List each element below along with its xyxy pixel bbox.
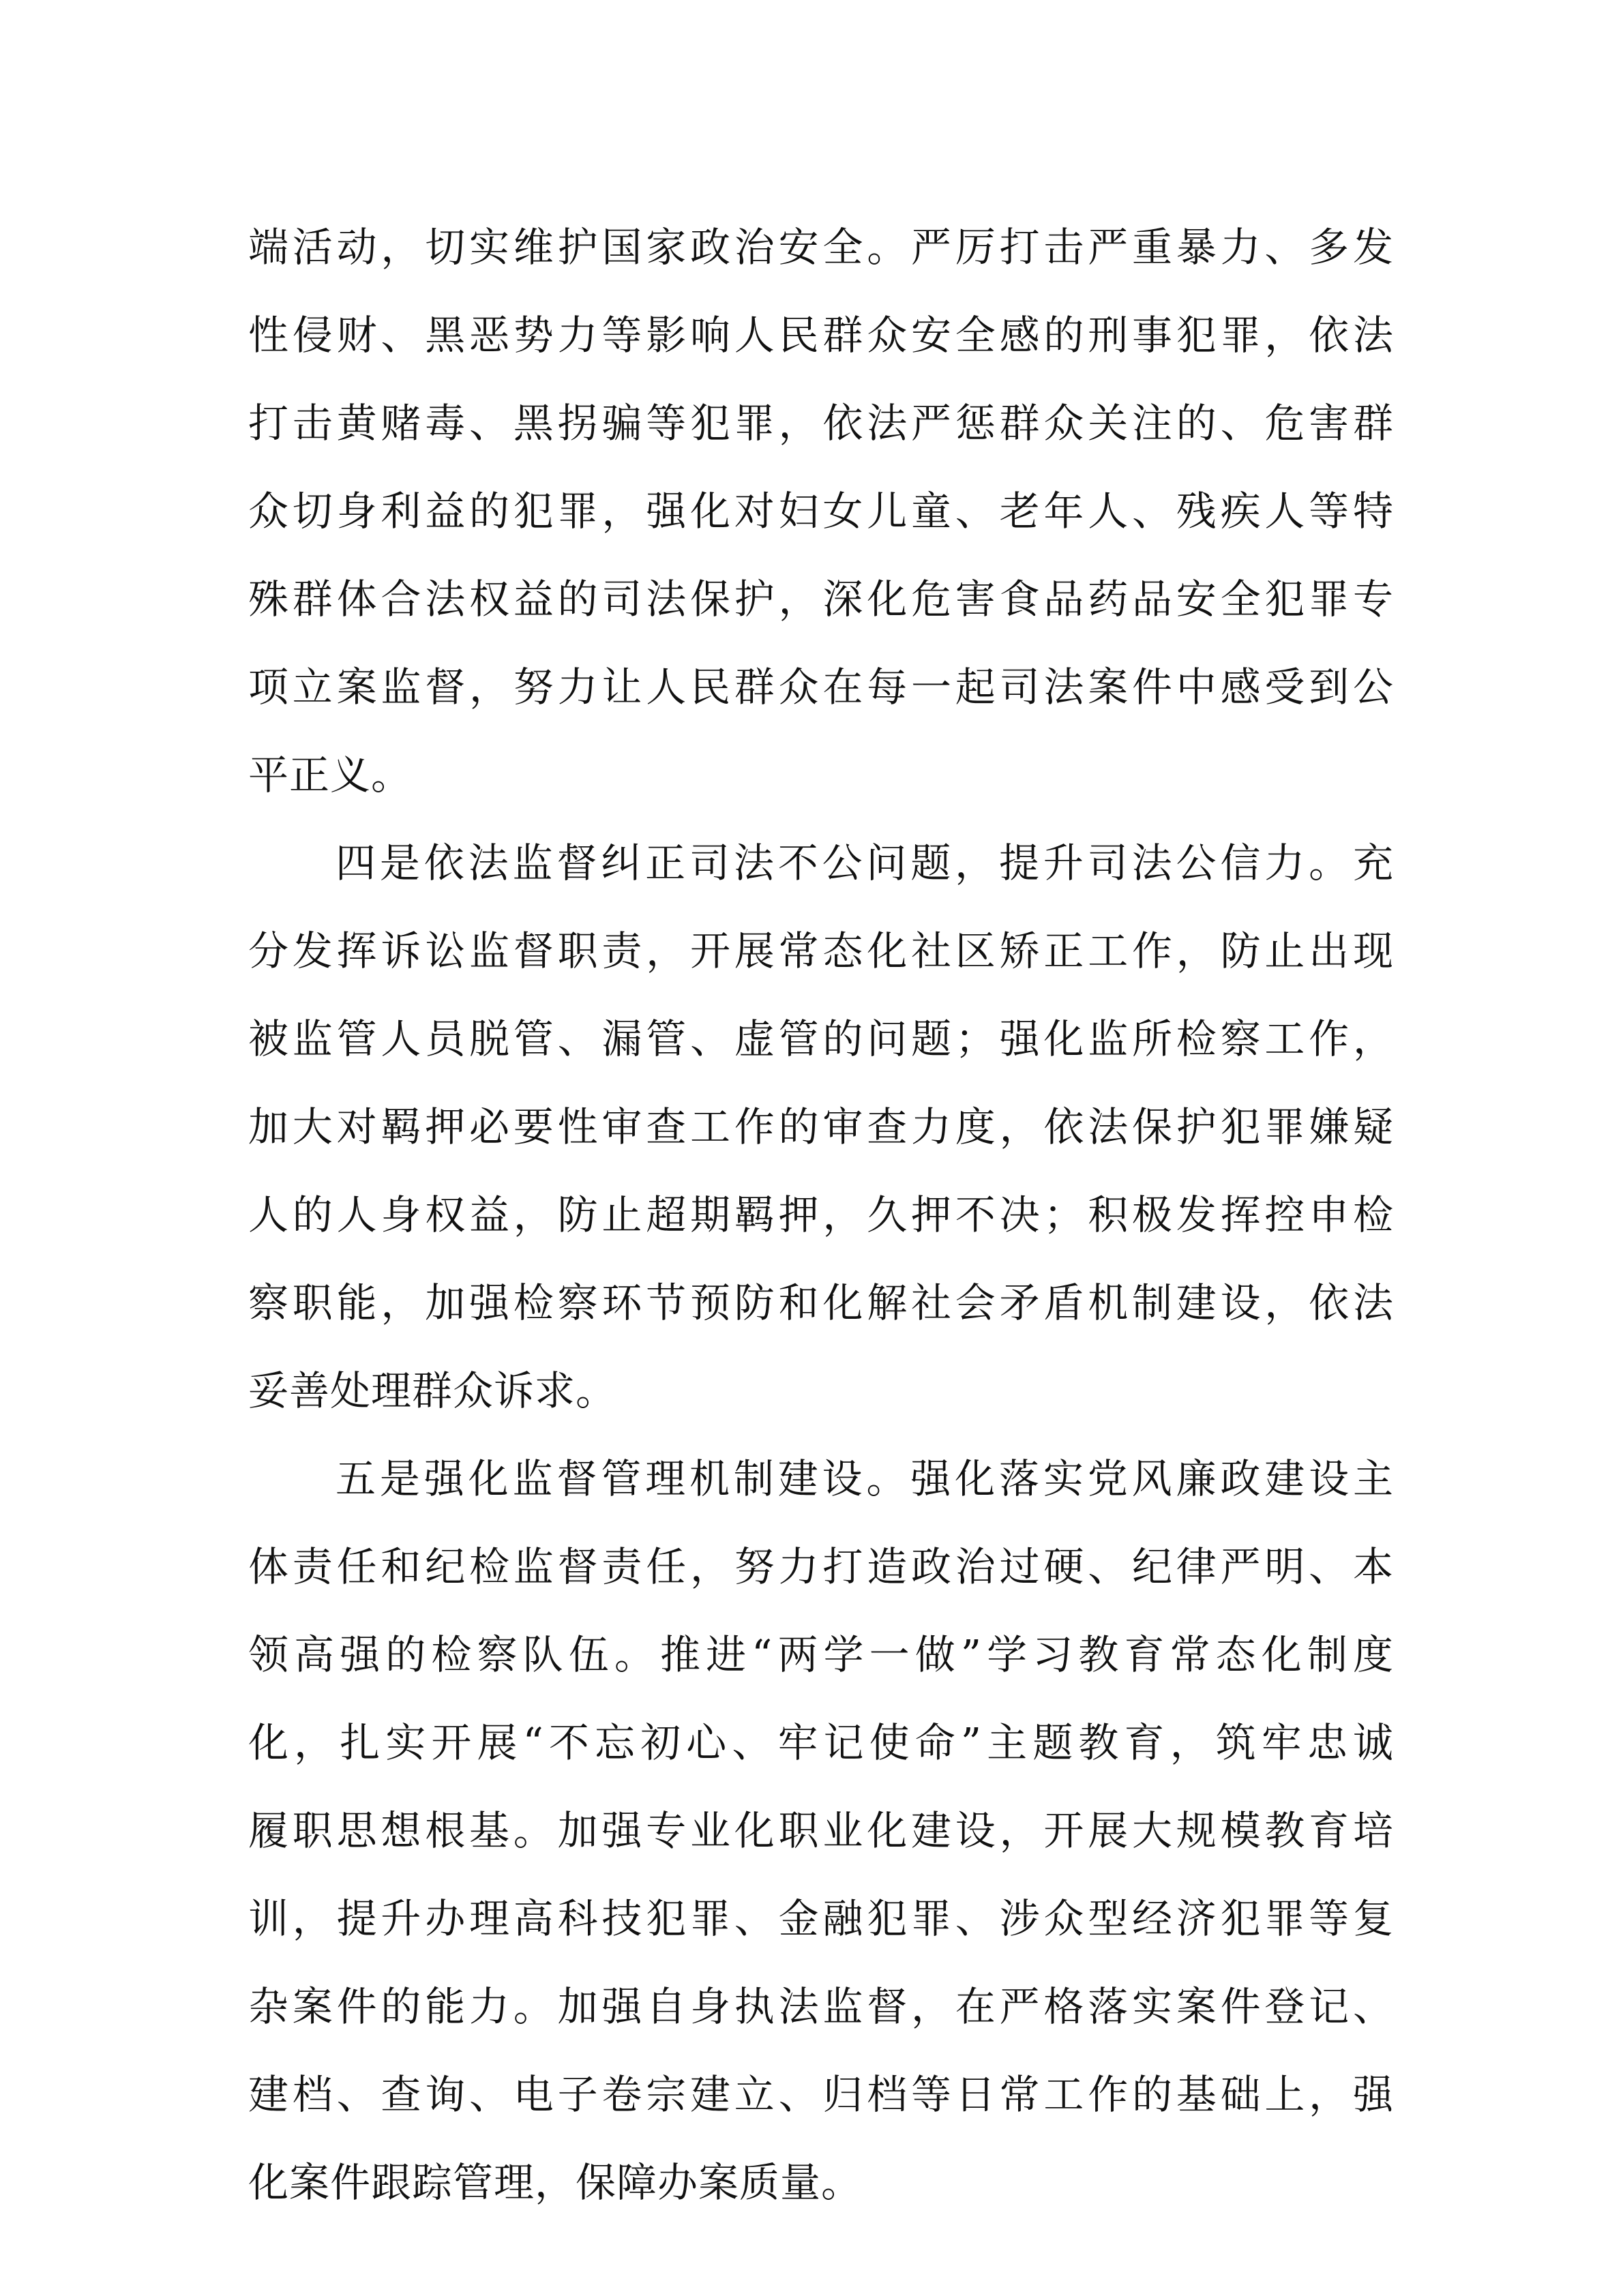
paragraph-2-line-2: 分发挥诉讼监督职责，开展常态化社区矫正工作，防止出现 xyxy=(248,927,1394,974)
paragraph-3-line-7: 杂案件的能力。加强自身执法监督，在严格落实案件登记、 xyxy=(248,1983,1394,2030)
paragraph-1-line-4: 众切身利益的犯罪，强化对妇女儿童、老年人、残疾人等特 xyxy=(248,488,1394,535)
paragraph-3-line-4: 化，扎实开展“不忘初心、牢记使命”主题教育，筑牢忠诚 xyxy=(248,1719,1394,1766)
paragraph-1-line-6: 项立案监督，努力让人民群众在每一起司法案件中感受到公 xyxy=(248,664,1394,711)
paragraph-1-line-5: 殊群体合法权益的司法保护，深化危害食品药品安全犯罪专 xyxy=(248,576,1394,623)
document-body xyxy=(248,203,1394,2226)
paragraph-2-line-7: 妥善处理群众诉求。 xyxy=(248,1367,617,1414)
paragraph-3-line-1: 五是强化监督管理机制建设。强化落实党风廉政建设主 xyxy=(336,1455,1394,1502)
paragraph-3-line-5: 履职思想根基。加强专业化职业化建设，开展大规模教育培 xyxy=(248,1807,1394,1854)
paragraph-2-line-5: 人的人身权益，防止超期羁押，久押不决；积极发挥控申检 xyxy=(248,1191,1394,1238)
paragraph-2-line-1: 四是依法监督纠正司法不公问题，提升司法公信力。充 xyxy=(336,839,1394,886)
paragraph-1-line-7: 平正义。 xyxy=(248,751,413,799)
paragraph-2-line-4: 加大对羁押必要性审查工作的审查力度，依法保护犯罪嫌疑 xyxy=(248,1103,1394,1150)
paragraph-3-line-8: 建档、查询、电子卷宗建立、归档等日常工作的基础上，强 xyxy=(248,2071,1394,2118)
paragraph-1-line-2: 性侵财、黑恶势力等影响人民群众安全感的刑事犯罪，依法 xyxy=(248,312,1394,359)
paragraph-3-line-2: 体责任和纪检监督责任，努力打造政治过硬、纪律严明、本 xyxy=(248,1543,1394,1590)
paragraph-3-line-9: 化案件跟踪管理，保障办案质量。 xyxy=(248,2159,863,2206)
paragraph-3-line-3: 领高强的检察队伍。推进“两学一做”学习教育常态化制度 xyxy=(248,1631,1394,1678)
paragraph-2-line-3: 被监管人员脱管、漏管、虚管的问题；强化监所检察工作， xyxy=(248,1015,1394,1062)
paragraph-3-line-6: 训，提升办理高科技犯罪、金融犯罪、涉众型经济犯罪等复 xyxy=(248,1895,1394,1942)
paragraph-2-line-6: 察职能，加强检察环节预防和化解社会矛盾机制建设，依法 xyxy=(248,1279,1394,1326)
paragraph-1-line-1: 端活动，切实维护国家政治安全。严厉打击严重暴力、多发 xyxy=(248,224,1394,271)
paragraph-1-line-3: 打击黄赌毒、黑拐骗等犯罪，依法严惩群众关注的、危害群 xyxy=(248,400,1394,447)
